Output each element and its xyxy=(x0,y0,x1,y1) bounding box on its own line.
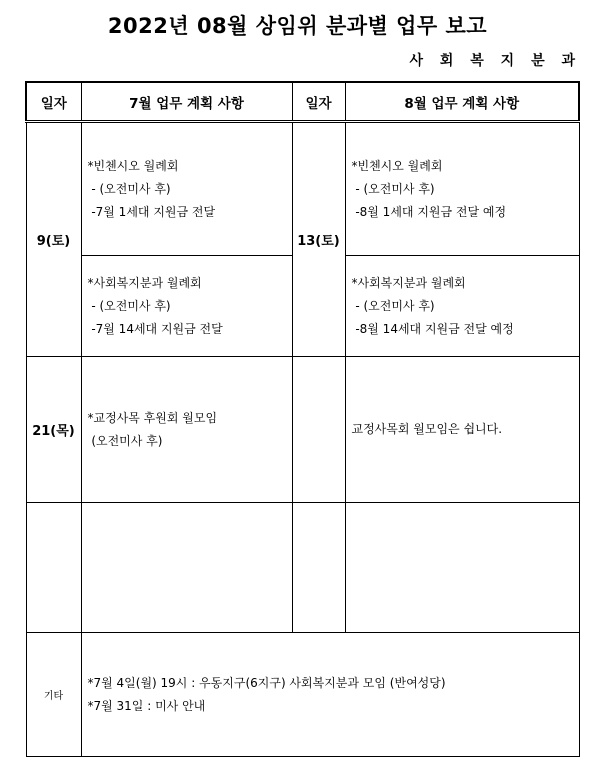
date-cell-left: 21(목) xyxy=(26,357,81,503)
plan-line: - (오전미사 후) xyxy=(351,181,435,196)
plan-line: *빈첸시오 월례회 xyxy=(351,158,443,173)
etc-content xyxy=(81,633,579,757)
header-date-right: 일자 xyxy=(292,82,345,122)
table-row-etc xyxy=(26,633,579,757)
plan-cell-august xyxy=(345,357,579,503)
plan-line: - (오전미사 후) xyxy=(87,298,171,313)
report-table xyxy=(25,81,580,757)
plan-cell-august xyxy=(345,503,579,633)
plan-line: -7월 14세대 지원금 전달 xyxy=(87,321,223,336)
date-cell-right xyxy=(292,503,345,633)
plan-line: *사회복지분과 월례회 xyxy=(87,275,202,290)
table-header-row xyxy=(26,82,579,122)
header-plan-july: 7월 업무 계획 사항 xyxy=(81,82,292,122)
department-name: 사 회 복 지 분 과 xyxy=(409,53,581,69)
etc-line: *7월 4일(월) 19시 : 우동지구(6지구) 사회복지분과 모임 (반여성당) xyxy=(87,675,446,690)
plan-cell-august xyxy=(345,256,579,357)
plan-line: -7월 1세대 지원금 전달 xyxy=(87,204,216,219)
date-cell-right: 13(토) xyxy=(292,122,345,357)
page-title: 2022년 08월 상임위 분과별 업무 보고 xyxy=(107,14,488,38)
plan-cell-august xyxy=(345,122,579,256)
etc-line: *7월 31일 : 미사 안내 xyxy=(87,698,206,713)
plan-line: -8월 1세대 지원금 전달 예정 xyxy=(351,204,507,219)
plan-line: *교정사목 후원회 월모임 xyxy=(87,410,218,425)
plan-cell-july xyxy=(81,122,292,256)
plan-line: *사회복지분과 월례회 xyxy=(351,275,466,290)
date-cell-left xyxy=(26,503,81,633)
plan-line: - (오전미사 후) xyxy=(351,298,435,313)
plan-cell-july xyxy=(81,503,292,633)
header-plan-august: 8월 업무 계획 사항 xyxy=(345,82,579,122)
plan-line: (오전미사 후) xyxy=(87,433,163,448)
date-cell-left: 9(토) xyxy=(26,122,81,357)
table-row xyxy=(26,122,579,256)
table-row xyxy=(26,357,579,503)
plan-cell-july xyxy=(81,357,292,503)
header-date-left: 일자 xyxy=(26,82,81,122)
plan-line: -8월 14세대 지원금 전달 예정 xyxy=(351,321,514,336)
date-cell-right xyxy=(292,357,345,503)
table-row xyxy=(26,503,579,633)
plan-line: - (오전미사 후) xyxy=(87,181,171,196)
plan-line: 교정사목회 월모임은 쉽니다. xyxy=(351,422,503,436)
plan-cell-july xyxy=(81,256,292,357)
etc-label: 기타 xyxy=(26,633,81,757)
plan-line: *빈첸시오 월례회 xyxy=(87,158,179,173)
